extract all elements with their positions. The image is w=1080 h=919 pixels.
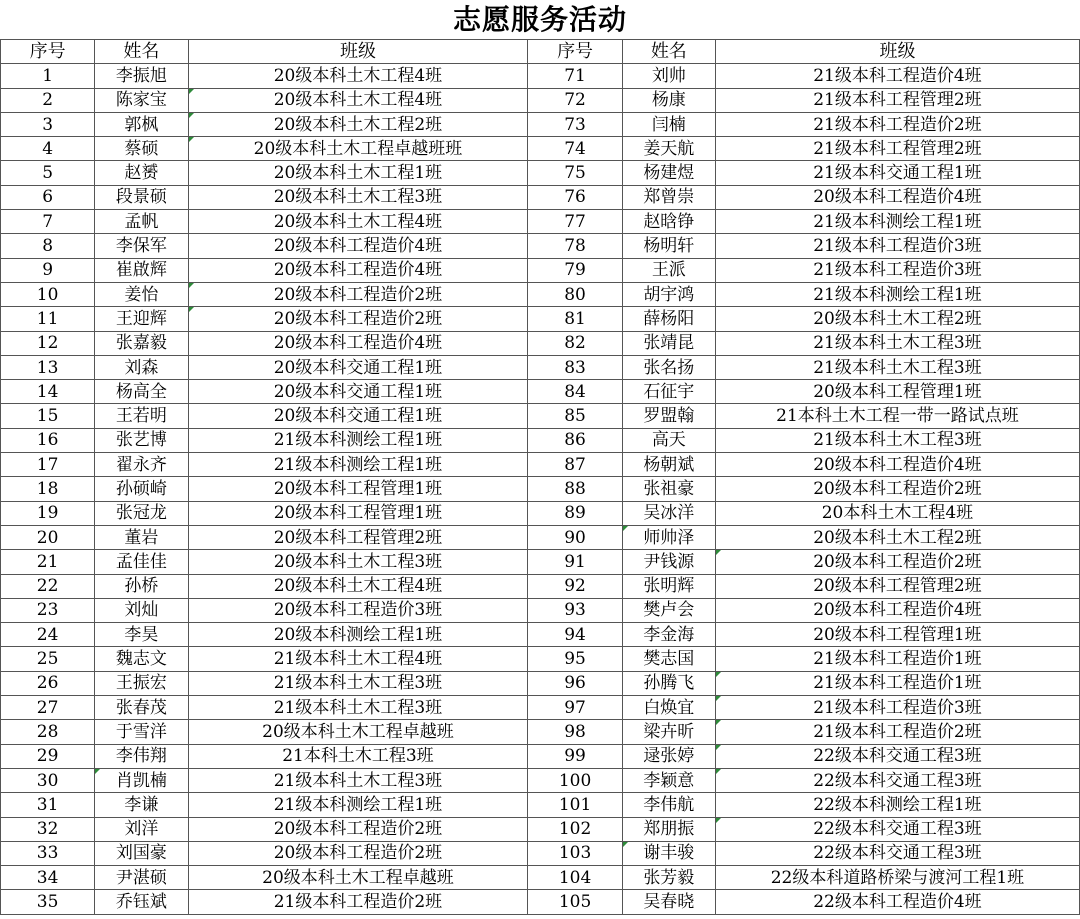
header-cell-number[interactable]: 序号 xyxy=(528,40,622,64)
cell-name[interactable]: 王迎辉 xyxy=(95,307,188,331)
cell-class[interactable]: 21级本科工程造价3班 xyxy=(715,234,1079,258)
cell-class[interactable]: 20级本科工程造价4班 xyxy=(188,331,528,355)
table-row xyxy=(1,137,1080,161)
cell-class[interactable]: 20级本科土木工程卓越班班 xyxy=(188,137,528,161)
cell-number[interactable]: 7 xyxy=(1,210,95,234)
table-row xyxy=(1,428,1080,452)
cell-name[interactable]: 李伟翔 xyxy=(95,744,188,768)
cell-number[interactable]: 103 xyxy=(528,841,622,865)
cell-class[interactable]: 21级本科交通工程1班 xyxy=(715,161,1079,185)
cell-name[interactable]: 李昊 xyxy=(95,623,188,647)
table-row xyxy=(1,258,1080,282)
header-cell-class[interactable]: 班级 xyxy=(188,40,528,64)
cell-class[interactable]: 21级本科测绘工程1班 xyxy=(715,210,1079,234)
table-row xyxy=(1,477,1080,501)
table-row xyxy=(1,331,1080,355)
cell-name[interactable]: 肖凯楠 xyxy=(95,768,188,792)
cell-class[interactable]: 21级本科工程造价2班 xyxy=(715,112,1079,136)
cell-class[interactable]: 22级本科测绘工程1班 xyxy=(715,793,1079,817)
cell-number[interactable]: 104 xyxy=(528,866,622,890)
cell-class[interactable]: 21级本科土木工程3班 xyxy=(188,768,528,792)
cell-name[interactable]: 张嘉毅 xyxy=(95,331,188,355)
table-row xyxy=(1,817,1080,841)
cell-name[interactable]: 孙桥 xyxy=(95,574,188,598)
cell-class[interactable]: 20级本科土木工程2班 xyxy=(188,112,528,136)
cell-class[interactable]: 20级本科土木工程卓越班 xyxy=(188,866,528,890)
cell-name[interactable]: 尹湛硕 xyxy=(95,866,188,890)
table-row xyxy=(1,866,1080,890)
cell-name[interactable]: 刘洋 xyxy=(95,817,188,841)
cell-number[interactable]: 14 xyxy=(1,380,95,404)
table-row xyxy=(1,210,1080,234)
table-row xyxy=(1,161,1080,185)
cell-class[interactable]: 21级本科测绘工程1班 xyxy=(188,453,528,477)
cell-class[interactable]: 20级本科土木工程4班 xyxy=(188,64,528,88)
cell-number[interactable]: 79 xyxy=(528,258,622,282)
cell-name[interactable]: 高天 xyxy=(622,428,715,452)
cell-number[interactable]: 91 xyxy=(528,550,622,574)
cell-name[interactable]: 樊卢会 xyxy=(622,598,715,622)
cell-class[interactable]: 21级本科土木工程4班 xyxy=(188,647,528,671)
header-cell-class[interactable]: 班级 xyxy=(715,40,1079,64)
cell-number[interactable]: 90 xyxy=(528,525,622,549)
cell-class[interactable]: 21级本科测绘工程1班 xyxy=(188,428,528,452)
cell-name[interactable]: 刘国豪 xyxy=(95,841,188,865)
cell-number[interactable]: 71 xyxy=(528,64,622,88)
table-row xyxy=(1,671,1080,695)
cell-class[interactable]: 20级本科测绘工程1班 xyxy=(188,623,528,647)
cell-number[interactable]: 82 xyxy=(528,331,622,355)
cell-number[interactable]: 13 xyxy=(1,355,95,379)
cell-class[interactable]: 21级本科工程造价1班 xyxy=(715,671,1079,695)
cell-number[interactable]: 89 xyxy=(528,501,622,525)
cell-number[interactable]: 99 xyxy=(528,744,622,768)
cell-name[interactable]: 杨康 xyxy=(622,88,715,112)
cell-number[interactable]: 101 xyxy=(528,793,622,817)
cell-class[interactable]: 20级本科土木工程4班 xyxy=(188,88,528,112)
cell-number[interactable]: 30 xyxy=(1,768,95,792)
cell-number[interactable]: 83 xyxy=(528,355,622,379)
cell-name[interactable]: 魏志文 xyxy=(95,647,188,671)
cell-number[interactable]: 100 xyxy=(528,768,622,792)
cell-name[interactable]: 孙腾飞 xyxy=(622,671,715,695)
cell-class[interactable]: 21本科土木工程一带一路试点班 xyxy=(715,404,1079,428)
cell-class[interactable]: 21级本科工程管理2班 xyxy=(715,137,1079,161)
table-row xyxy=(1,404,1080,428)
cell-name[interactable]: 梁卉昕 xyxy=(622,720,715,744)
cell-class[interactable]: 21本科土木工程3班 xyxy=(188,744,528,768)
cell-number[interactable]: 32 xyxy=(1,817,95,841)
cell-number[interactable]: 87 xyxy=(528,453,622,477)
cell-name[interactable]: 刘灿 xyxy=(95,598,188,622)
cell-number[interactable]: 72 xyxy=(528,88,622,112)
cell-number[interactable]: 74 xyxy=(528,137,622,161)
cell-class[interactable]: 20级本科工程管理1班 xyxy=(715,380,1079,404)
table-row xyxy=(1,768,1080,792)
cell-name[interactable]: 姜天航 xyxy=(622,137,715,161)
cell-class[interactable]: 20级本科工程造价4班 xyxy=(188,258,528,282)
cell-name[interactable]: 樊志国 xyxy=(622,647,715,671)
cell-name[interactable]: 崔啟辉 xyxy=(95,258,188,282)
cell-name[interactable]: 白焕宜 xyxy=(622,696,715,720)
cell-class[interactable]: 22级本科工程造价4班 xyxy=(715,890,1079,914)
cell-number[interactable]: 96 xyxy=(528,671,622,695)
cell-number[interactable]: 23 xyxy=(1,598,95,622)
table-row xyxy=(1,647,1080,671)
cell-name[interactable]: 谢丰骏 xyxy=(622,841,715,865)
table-row xyxy=(1,307,1080,331)
cell-name[interactable]: 姜怡 xyxy=(95,282,188,306)
cell-number[interactable]: 27 xyxy=(1,696,95,720)
table-row xyxy=(1,841,1080,865)
table-row xyxy=(1,793,1080,817)
cell-number[interactable]: 26 xyxy=(1,671,95,695)
cell-number[interactable]: 85 xyxy=(528,404,622,428)
cell-name[interactable]: 李振旭 xyxy=(95,64,188,88)
cell-class[interactable]: 22级本科交通工程3班 xyxy=(715,744,1079,768)
cell-number[interactable]: 93 xyxy=(528,598,622,622)
table-row xyxy=(1,598,1080,622)
cell-class[interactable]: 20级本科工程管理2班 xyxy=(188,525,528,549)
cell-name[interactable]: 张冠龙 xyxy=(95,501,188,525)
cell-number[interactable]: 16 xyxy=(1,428,95,452)
table-row xyxy=(1,720,1080,744)
cell-number[interactable]: 20 xyxy=(1,525,95,549)
sheet-title: 志愿服务活动 xyxy=(452,3,627,36)
cell-name[interactable]: 杨朝斌 xyxy=(622,453,715,477)
cell-name[interactable]: 王若明 xyxy=(95,404,188,428)
cell-class[interactable]: 20级本科工程造价2班 xyxy=(188,282,528,306)
cell-name[interactable]: 张芳毅 xyxy=(622,866,715,890)
cell-name[interactable]: 杨明轩 xyxy=(622,234,715,258)
cell-class[interactable]: 20级本科交通工程1班 xyxy=(188,355,528,379)
cell-name[interactable]: 杨建煜 xyxy=(622,161,715,185)
cell-class[interactable]: 21级本科测绘工程1班 xyxy=(188,793,528,817)
cell-name[interactable]: 罗盟翰 xyxy=(622,404,715,428)
cell-number[interactable]: 25 xyxy=(1,647,95,671)
cell-name[interactable]: 赵赟 xyxy=(95,161,188,185)
cell-class[interactable]: 20级本科土木工程2班 xyxy=(715,525,1079,549)
cell-number[interactable]: 94 xyxy=(528,623,622,647)
cell-number[interactable]: 88 xyxy=(528,477,622,501)
cell-class[interactable]: 22级本科交通工程3班 xyxy=(715,817,1079,841)
cell-name[interactable]: 赵晗铮 xyxy=(622,210,715,234)
cell-name[interactable]: 杨高全 xyxy=(95,380,188,404)
cell-name[interactable]: 郑曾崇 xyxy=(622,185,715,209)
cell-class[interactable]: 22级本科交通工程3班 xyxy=(715,841,1079,865)
table-row xyxy=(1,88,1080,112)
cell-name[interactable]: 李保军 xyxy=(95,234,188,258)
cell-number[interactable]: 105 xyxy=(528,890,622,914)
cell-number[interactable]: 78 xyxy=(528,234,622,258)
cell-name[interactable]: 孟帆 xyxy=(95,210,188,234)
cell-number[interactable]: 73 xyxy=(528,112,622,136)
cell-number[interactable]: 28 xyxy=(1,720,95,744)
cell-number[interactable]: 4 xyxy=(1,137,95,161)
cell-name[interactable]: 郑朋振 xyxy=(622,817,715,841)
cell-class[interactable]: 20级本科工程造价2班 xyxy=(188,817,528,841)
cell-number[interactable]: 17 xyxy=(1,453,95,477)
cell-name[interactable]: 逯张婷 xyxy=(622,744,715,768)
cell-name[interactable]: 于雪洋 xyxy=(95,720,188,744)
cell-name[interactable]: 乔钰斌 xyxy=(95,890,188,914)
cell-number[interactable]: 19 xyxy=(1,501,95,525)
table-row xyxy=(1,112,1080,136)
cell-class[interactable]: 22级本科道路桥梁与渡河工程1班 xyxy=(715,866,1079,890)
cell-number[interactable]: 102 xyxy=(528,817,622,841)
table-row xyxy=(1,525,1080,549)
cell-name[interactable]: 孟佳佳 xyxy=(95,550,188,574)
cell-number[interactable]: 18 xyxy=(1,477,95,501)
volunteer-table xyxy=(0,39,1080,915)
cell-number[interactable]: 92 xyxy=(528,574,622,598)
cell-class[interactable]: 22级本科交通工程3班 xyxy=(715,768,1079,792)
cell-class[interactable]: 21级本科土木工程3班 xyxy=(715,355,1079,379)
cell-number[interactable]: 76 xyxy=(528,185,622,209)
table-row xyxy=(1,623,1080,647)
cell-class[interactable]: 20级本科工程造价4班 xyxy=(715,185,1079,209)
header-cell-name[interactable]: 姓名 xyxy=(95,40,188,64)
table-row xyxy=(1,696,1080,720)
table-row xyxy=(1,355,1080,379)
cell-name[interactable]: 李谦 xyxy=(95,793,188,817)
cell-class[interactable]: 20级本科工程造价3班 xyxy=(188,598,528,622)
cell-number[interactable]: 75 xyxy=(528,161,622,185)
table-row xyxy=(1,185,1080,209)
cell-name[interactable]: 张祖豪 xyxy=(622,477,715,501)
cell-class[interactable]: 21级本科土木工程3班 xyxy=(715,331,1079,355)
cell-name[interactable]: 师帅泽 xyxy=(622,525,715,549)
cell-class[interactable]: 21级本科工程造价3班 xyxy=(715,258,1079,282)
cell-number[interactable]: 86 xyxy=(528,428,622,452)
cell-name[interactable]: 段景硕 xyxy=(95,185,188,209)
cell-class[interactable]: 20级本科交通工程1班 xyxy=(188,404,528,428)
cell-class[interactable]: 20级本科工程管理1班 xyxy=(188,477,528,501)
cell-class[interactable]: 20级本科工程造价2班 xyxy=(715,477,1079,501)
cell-class[interactable]: 20级本科土木工程4班 xyxy=(188,210,528,234)
cell-number[interactable]: 31 xyxy=(1,793,95,817)
cell-number[interactable]: 77 xyxy=(528,210,622,234)
table-row xyxy=(1,282,1080,306)
cell-class[interactable]: 20级本科土木工程4班 xyxy=(188,574,528,598)
cell-number[interactable]: 34 xyxy=(1,866,95,890)
cell-name[interactable]: 董岩 xyxy=(95,525,188,549)
cell-name[interactable]: 胡宇鸿 xyxy=(622,282,715,306)
table-row xyxy=(1,234,1080,258)
cell-class[interactable]: 20级本科土木工程卓越班 xyxy=(188,720,528,744)
cell-number[interactable]: 1 xyxy=(1,64,95,88)
table-row xyxy=(1,744,1080,768)
cell-number[interactable]: 80 xyxy=(528,282,622,306)
cell-number[interactable]: 11 xyxy=(1,307,95,331)
cell-class[interactable]: 21级本科工程造价2班 xyxy=(188,890,528,914)
table-row xyxy=(1,501,1080,525)
cell-number[interactable]: 33 xyxy=(1,841,95,865)
cell-class[interactable]: 21级本科土木工程3班 xyxy=(188,696,528,720)
cell-class[interactable]: 20级本科土木工程3班 xyxy=(188,550,528,574)
cell-class[interactable]: 20级本科工程管理1班 xyxy=(188,501,528,525)
cell-class[interactable]: 21级本科工程管理2班 xyxy=(715,88,1079,112)
cell-name[interactable]: 张艺博 xyxy=(95,428,188,452)
cell-number[interactable]: 35 xyxy=(1,890,95,914)
cell-class[interactable]: 20本科土木工程4班 xyxy=(715,501,1079,525)
cell-name[interactable]: 张名扬 xyxy=(622,355,715,379)
cell-number[interactable]: 29 xyxy=(1,744,95,768)
cell-number[interactable]: 9 xyxy=(1,258,95,282)
cell-name[interactable]: 张明辉 xyxy=(622,574,715,598)
table-row xyxy=(1,453,1080,477)
table-row xyxy=(1,574,1080,598)
cell-name[interactable]: 石征宇 xyxy=(622,380,715,404)
header-cell-name[interactable]: 姓名 xyxy=(622,40,715,64)
table-row xyxy=(1,380,1080,404)
cell-name[interactable]: 李伟航 xyxy=(622,793,715,817)
cell-number[interactable]: 5 xyxy=(1,161,95,185)
cell-class[interactable]: 20级本科工程造价4班 xyxy=(188,234,528,258)
cell-number[interactable]: 6 xyxy=(1,185,95,209)
table-row xyxy=(1,550,1080,574)
cell-class[interactable]: 20级本科工程造价4班 xyxy=(715,453,1079,477)
cell-number[interactable]: 2 xyxy=(1,88,95,112)
cell-class[interactable]: 20级本科工程管理1班 xyxy=(715,623,1079,647)
cell-number[interactable]: 24 xyxy=(1,623,95,647)
cell-class[interactable]: 20级本科工程造价2班 xyxy=(188,307,528,331)
cell-class[interactable]: 21级本科测绘工程1班 xyxy=(715,282,1079,306)
cell-name[interactable]: 王振宏 xyxy=(95,671,188,695)
cell-class[interactable]: 20级本科工程造价2班 xyxy=(715,550,1079,574)
cell-name[interactable]: 尹钱源 xyxy=(622,550,715,574)
table-row xyxy=(1,64,1080,88)
cell-class[interactable]: 20级本科交通工程1班 xyxy=(188,380,528,404)
cell-name[interactable]: 孙硕崎 xyxy=(95,477,188,501)
cell-class[interactable]: 21级本科工程造价2班 xyxy=(715,720,1079,744)
cell-name[interactable]: 翟永齐 xyxy=(95,453,188,477)
cell-class[interactable]: 21级本科土木工程3班 xyxy=(188,671,528,695)
cell-number[interactable]: 8 xyxy=(1,234,95,258)
cell-number[interactable]: 12 xyxy=(1,331,95,355)
cell-name[interactable]: 闫楠 xyxy=(622,112,715,136)
cell-name[interactable]: 张春茂 xyxy=(95,696,188,720)
cell-class[interactable]: 20级本科土木工程2班 xyxy=(715,307,1079,331)
cell-name[interactable]: 吴冰洋 xyxy=(622,501,715,525)
cell-class[interactable]: 21级本科土木工程3班 xyxy=(715,428,1079,452)
cell-number[interactable]: 10 xyxy=(1,282,95,306)
cell-name[interactable]: 张靖昆 xyxy=(622,331,715,355)
cell-number[interactable]: 22 xyxy=(1,574,95,598)
cell-name[interactable]: 李颖意 xyxy=(622,768,715,792)
cell-name[interactable]: 蔡硕 xyxy=(95,137,188,161)
cell-class[interactable]: 20级本科工程管理2班 xyxy=(715,574,1079,598)
cell-number[interactable]: 81 xyxy=(528,307,622,331)
cell-number[interactable]: 95 xyxy=(528,647,622,671)
cell-class[interactable]: 20级本科土木工程1班 xyxy=(188,161,528,185)
cell-name[interactable]: 薛杨阳 xyxy=(622,307,715,331)
cell-class[interactable]: 20级本科土木工程3班 xyxy=(188,185,528,209)
cell-name[interactable]: 刘森 xyxy=(95,355,188,379)
cell-class[interactable]: 20级本科工程造价4班 xyxy=(715,598,1079,622)
cell-number[interactable]: 84 xyxy=(528,380,622,404)
cell-name[interactable]: 刘帅 xyxy=(622,64,715,88)
cell-name[interactable]: 王派 xyxy=(622,258,715,282)
cell-number[interactable]: 21 xyxy=(1,550,95,574)
cell-name[interactable]: 陈家宝 xyxy=(95,88,188,112)
cell-number[interactable]: 15 xyxy=(1,404,95,428)
cell-name[interactable]: 李金海 xyxy=(622,623,715,647)
cell-number[interactable]: 97 xyxy=(528,696,622,720)
cell-number[interactable]: 3 xyxy=(1,112,95,136)
cell-class[interactable]: 20级本科工程造价2班 xyxy=(188,841,528,865)
cell-number[interactable]: 98 xyxy=(528,720,622,744)
cell-name[interactable]: 郭枫 xyxy=(95,112,188,136)
cell-class[interactable]: 21级本科工程造价3班 xyxy=(715,696,1079,720)
table-row xyxy=(1,890,1080,914)
cell-class[interactable]: 21级本科工程造价4班 xyxy=(715,64,1079,88)
header-row xyxy=(1,40,1080,64)
cell-name[interactable]: 吴春晓 xyxy=(622,890,715,914)
cell-class[interactable]: 21级本科工程造价1班 xyxy=(715,647,1079,671)
header-cell-number[interactable]: 序号 xyxy=(1,40,95,64)
